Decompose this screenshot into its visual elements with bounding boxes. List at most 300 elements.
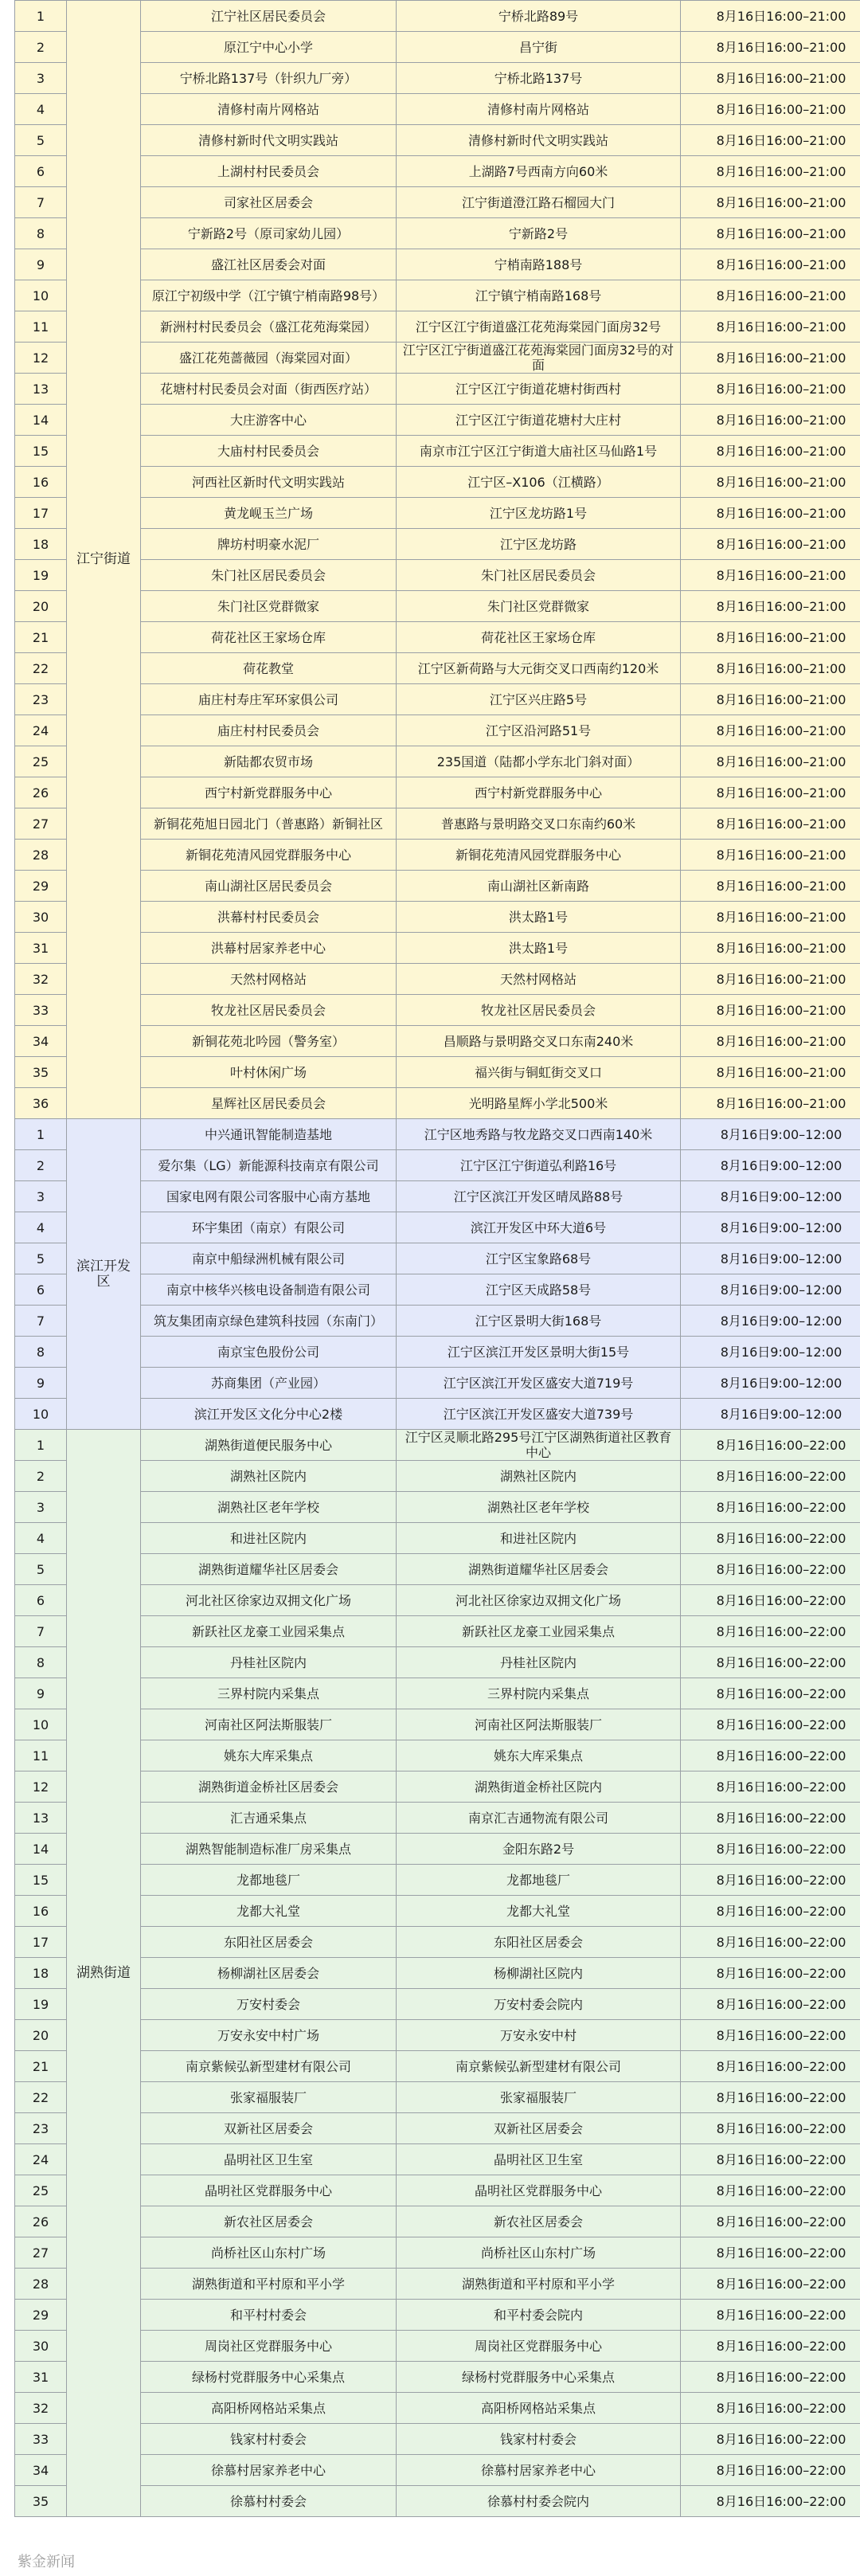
collection-time: 8月16日16:00–21:00: [681, 777, 860, 808]
collection-time: 8月16日16:00–22:00: [681, 2237, 860, 2269]
row-number: 14: [15, 405, 67, 436]
table-row: [15, 995, 860, 1026]
row-number: 25: [15, 746, 67, 777]
site-name: 盛江花苑蔷薇园（海棠园对面）: [141, 343, 397, 374]
site-name: 爱尔集（LG）新能源科技南京有限公司: [141, 1150, 397, 1181]
site-address: 湖熟街道金桥社区院内: [397, 1771, 681, 1803]
table-row: [15, 467, 860, 498]
table-row: [15, 622, 860, 653]
table-row: [15, 840, 860, 871]
row-number: 9: [15, 1368, 67, 1399]
site-address: 东阳社区居委会: [397, 1927, 681, 1958]
site-address: 江宁区江宁街道花塘村大庄村: [397, 405, 681, 436]
site-name: 荷花教堂: [141, 653, 397, 684]
row-number: 20: [15, 2020, 67, 2051]
site-name: 河南社区阿法斯服装厂: [141, 1709, 397, 1740]
table-row: [15, 902, 860, 933]
site-name: 清修村新时代文明实践站: [141, 125, 397, 156]
site-name: 河北社区徐家边双拥文化广场: [141, 1585, 397, 1616]
table-row: [15, 1461, 860, 1492]
site-address: 江宁区江宁街道花塘村街西村: [397, 374, 681, 405]
site-name: 晶明社区党群服务中心: [141, 2175, 397, 2206]
collection-time: 8月16日16:00–22:00: [681, 1927, 860, 1958]
row-number: 26: [15, 2206, 67, 2237]
collection-time: 8月16日16:00–21:00: [681, 684, 860, 715]
collection-time: 8月16日16:00–22:00: [681, 1740, 860, 1771]
row-number: 13: [15, 374, 67, 405]
row-number: 15: [15, 436, 67, 467]
site-name: 筑友集团南京绿色建筑科技园（东南门）: [141, 1306, 397, 1337]
site-name: 南京紫候弘新型建材有限公司: [141, 2051, 397, 2082]
row-number: 34: [15, 1026, 67, 1057]
site-address: 福兴街与铜虹街交叉口: [397, 1057, 681, 1088]
collection-time: 8月16日16:00–21:00: [681, 964, 860, 995]
site-name: 苏商集团（产业园）: [141, 1368, 397, 1399]
row-number: 3: [15, 1181, 67, 1212]
site-name: 万安永安中村广场: [141, 2020, 397, 2051]
table-row: [15, 1771, 860, 1803]
table-row: [15, 933, 860, 964]
row-number: 14: [15, 1834, 67, 1865]
collection-time: 8月16日16:00–21:00: [681, 311, 860, 343]
site-address: 湖熟社区老年学校: [397, 1492, 681, 1523]
collection-time: 8月16日16:00–21:00: [681, 280, 860, 311]
collection-time: 8月16日16:00–22:00: [681, 2331, 860, 2362]
site-name: 滨江开发区文化分中心2楼: [141, 1399, 397, 1430]
table-row: [15, 2237, 860, 2269]
row-number: 18: [15, 1958, 67, 1989]
table-row: [15, 2424, 860, 2455]
site-name: 尚桥社区山东村广场: [141, 2237, 397, 2269]
site-address: 南京汇吉通物流有限公司: [397, 1803, 681, 1834]
site-name: 天然村网格站: [141, 964, 397, 995]
site-address: 宁桥北路89号: [397, 1, 681, 32]
row-number: 18: [15, 529, 67, 560]
table-row: [15, 2082, 860, 2113]
row-number: 15: [15, 1865, 67, 1896]
table-row: [15, 405, 860, 436]
table-row: [15, 808, 860, 840]
site-name: 新铜花苑旭日园北门（普惠路）新铜社区: [141, 808, 397, 840]
site-name: 万安村委会: [141, 1989, 397, 2020]
collection-time: 8月16日16:00–21:00: [681, 125, 860, 156]
site-address: 江宁镇宁梢南路168号: [397, 280, 681, 311]
site-name: 朱门社区党群微家: [141, 591, 397, 622]
collection-time: 8月16日16:00–22:00: [681, 2362, 860, 2393]
collection-time: 8月16日16:00–22:00: [681, 1523, 860, 1554]
row-number: 6: [15, 1274, 67, 1306]
collection-time: 8月16日16:00–22:00: [681, 1865, 860, 1896]
row-number: 9: [15, 1678, 67, 1709]
row-number: 2: [15, 1461, 67, 1492]
collection-time: 8月16日9:00–12:00: [681, 1212, 860, 1243]
site-address: 江宁区滨江开发区景明大街15号: [397, 1337, 681, 1368]
site-address: 和进社区院内: [397, 1523, 681, 1554]
row-number: 32: [15, 2393, 67, 2424]
collection-time: 8月16日9:00–12:00: [681, 1399, 860, 1430]
site-address: 昌宁街: [397, 32, 681, 63]
table-row: [15, 746, 860, 777]
site-address: 晶明社区卫生室: [397, 2144, 681, 2175]
table-row: [15, 2175, 860, 2206]
site-address: 清修村新时代文明实践站: [397, 125, 681, 156]
site-name: 江宁社区居民委员会: [141, 1, 397, 32]
site-address: 江宁区灵顺北路295号江宁区湖熟街道社区教育中心: [397, 1430, 681, 1461]
row-number: 10: [15, 280, 67, 311]
site-name: 湖熟街道和平村原和平小学: [141, 2269, 397, 2300]
site-address: 滨江开发区中环大道6号: [397, 1212, 681, 1243]
site-name: 国家电网有限公司客服中心南方基地: [141, 1181, 397, 1212]
collection-time: 8月16日16:00–21:00: [681, 995, 860, 1026]
row-number: 27: [15, 2237, 67, 2269]
table-row: [15, 1181, 860, 1212]
collection-time: 8月16日16:00–22:00: [681, 1616, 860, 1647]
site-address: 南山湖社区新南路: [397, 871, 681, 902]
collection-time: 8月16日16:00–21:00: [681, 840, 860, 871]
table-row: [15, 1399, 860, 1430]
row-number: 19: [15, 560, 67, 591]
site-address: 昌顺路与景明路交叉口东南240米: [397, 1026, 681, 1057]
site-address: 江宁区兴庄路5号: [397, 684, 681, 715]
row-number: 7: [15, 187, 67, 218]
row-number: 11: [15, 1740, 67, 1771]
site-address: 龙都地毯厂: [397, 1865, 681, 1896]
site-name: 中兴通讯智能制造基地: [141, 1119, 397, 1150]
collection-time: 8月16日16:00–21:00: [681, 560, 860, 591]
row-number: 23: [15, 2113, 67, 2144]
site-name: 三界村院内采集点: [141, 1678, 397, 1709]
row-number: 16: [15, 467, 67, 498]
collection-time: 8月16日16:00–22:00: [681, 1834, 860, 1865]
table-row: [15, 1088, 860, 1119]
collection-time: 8月16日16:00–21:00: [681, 622, 860, 653]
site-name: 宁新路2号（原司家幼儿园）: [141, 218, 397, 249]
site-address: 洪太路1号: [397, 902, 681, 933]
collection-time: 8月16日16:00–21:00: [681, 1, 860, 32]
site-name: 湖熟街道金桥社区居委会: [141, 1771, 397, 1803]
table-row: [15, 1896, 860, 1927]
table-body: [15, 1, 860, 2517]
table-row: [15, 1057, 860, 1088]
row-number: 35: [15, 2486, 67, 2517]
collection-time: 8月16日16:00–21:00: [681, 156, 860, 187]
site-name: 张家福服装厂: [141, 2082, 397, 2113]
site-address: 双新社区居委会: [397, 2113, 681, 2144]
table-row: [15, 498, 860, 529]
table-row: [15, 1274, 860, 1306]
site-address: 宁梢南路188号: [397, 249, 681, 280]
site-address: 江宁区天成路58号: [397, 1274, 681, 1306]
site-address: 江宁区江宁街道盛江花苑海棠园门面房32号的对面: [397, 343, 681, 374]
row-number: 19: [15, 1989, 67, 2020]
collection-time: 8月16日16:00–21:00: [681, 343, 860, 374]
collection-time: 8月16日16:00–21:00: [681, 436, 860, 467]
row-number: 1: [15, 1430, 67, 1461]
site-address: 江宁街道澄江路石榴园大门: [397, 187, 681, 218]
site-name: 和平村村委会: [141, 2300, 397, 2331]
site-name: 大庄游客中心: [141, 405, 397, 436]
collection-time: 8月16日16:00–22:00: [681, 1647, 860, 1678]
collection-time: 8月16日16:00–22:00: [681, 1554, 860, 1585]
site-name: 晶明社区卫生室: [141, 2144, 397, 2175]
collection-time: 8月16日16:00–21:00: [681, 808, 860, 840]
site-name: 河西社区新时代文明实践站: [141, 467, 397, 498]
collection-time: 8月16日16:00–21:00: [681, 405, 860, 436]
site-name: 西宁村新党群服务中心: [141, 777, 397, 808]
collection-time: 8月16日16:00–21:00: [681, 591, 860, 622]
row-number: 30: [15, 902, 67, 933]
site-address: 姚东大库采集点: [397, 1740, 681, 1771]
row-number: 24: [15, 2144, 67, 2175]
site-name: 牧龙社区居民委员会: [141, 995, 397, 1026]
site-name: 徐慕村居家养老中心: [141, 2455, 397, 2486]
table-row: [15, 1709, 860, 1740]
collection-time: 8月16日9:00–12:00: [681, 1306, 860, 1337]
site-name: 湖熟街道耀华社区居委会: [141, 1554, 397, 1585]
row-number: 33: [15, 995, 67, 1026]
collection-time: 8月16日16:00–21:00: [681, 1026, 860, 1057]
site-address: 江宁区宝象路68号: [397, 1243, 681, 1274]
row-number: 11: [15, 311, 67, 343]
site-name: 周岗社区党群服务中心: [141, 2331, 397, 2362]
site-address: 高阳桥网格站采集点: [397, 2393, 681, 2424]
collection-time: 8月16日16:00–21:00: [681, 187, 860, 218]
collection-time: 8月16日16:00–21:00: [681, 715, 860, 746]
collection-time: 8月16日16:00–22:00: [681, 2486, 860, 2517]
row-number: 22: [15, 653, 67, 684]
site-address: 和平村委会院内: [397, 2300, 681, 2331]
site-address: 晶明社区党群服务中心: [397, 2175, 681, 2206]
row-number: 6: [15, 1585, 67, 1616]
site-address: 张家福服装厂: [397, 2082, 681, 2113]
site-address: 新跃社区龙豪工业园采集点: [397, 1616, 681, 1647]
site-address: 江宁区龙坊路: [397, 529, 681, 560]
row-number: 8: [15, 1647, 67, 1678]
table-row: [15, 1927, 860, 1958]
collection-time: 8月16日16:00–22:00: [681, 1896, 860, 1927]
site-name: 双新社区居委会: [141, 2113, 397, 2144]
table-row: [15, 1306, 860, 1337]
site-name: 星辉社区居民委员会: [141, 1088, 397, 1119]
table-row: [15, 871, 860, 902]
site-name: 徐慕村村委会: [141, 2486, 397, 2517]
site-name: 新跃社区龙豪工业园采集点: [141, 1616, 397, 1647]
site-name: 新洲村村民委员会（盛江花苑海棠园）: [141, 311, 397, 343]
site-name: 大庙村村民委员会: [141, 436, 397, 467]
collection-time: 8月16日16:00–22:00: [681, 1430, 860, 1461]
table-row: [15, 343, 860, 374]
row-number: 5: [15, 1243, 67, 1274]
table-row: [15, 218, 860, 249]
watermark: 紫金新闻: [18, 2554, 75, 2570]
site-address: 清修村南片网格站: [397, 94, 681, 125]
collection-time: 8月16日9:00–12:00: [681, 1150, 860, 1181]
row-number: 31: [15, 933, 67, 964]
table-row: [15, 1026, 860, 1057]
row-number: 21: [15, 622, 67, 653]
collection-time: 8月16日16:00–22:00: [681, 1709, 860, 1740]
site-name: 花塘村村民委员会对面（街西医疗站）: [141, 374, 397, 405]
site-name: 绿杨村党群服务中心采集点: [141, 2362, 397, 2393]
site-name: 南京中核华兴核电设备制造有限公司: [141, 1274, 397, 1306]
site-address: 洪太路1号: [397, 933, 681, 964]
site-name: 南山湖社区居民委员会: [141, 871, 397, 902]
site-name: 洪幕村居家养老中心: [141, 933, 397, 964]
collection-time: 8月16日16:00–22:00: [681, 1803, 860, 1834]
table-row: [15, 2206, 860, 2237]
table-row: [15, 529, 860, 560]
table-row: [15, 2020, 860, 2051]
row-number: 32: [15, 964, 67, 995]
row-number: 21: [15, 2051, 67, 2082]
row-number: 8: [15, 218, 67, 249]
table-row: [15, 156, 860, 187]
site-address: 万安村委会院内: [397, 1989, 681, 2020]
table-row: [15, 1740, 860, 1771]
row-number: 10: [15, 1709, 67, 1740]
site-address: 江宁区沿河路51号: [397, 715, 681, 746]
site-name: 牌坊村明豪水泥厂: [141, 529, 397, 560]
site-name: 宁桥北路137号（针织九厂旁）: [141, 63, 397, 94]
site-name: 朱门社区居民委员会: [141, 560, 397, 591]
row-number: 2: [15, 32, 67, 63]
table-row: [15, 2393, 860, 2424]
site-name: 丹桂社区院内: [141, 1647, 397, 1678]
site-name: 新陆都农贸市场: [141, 746, 397, 777]
table-row: [15, 125, 860, 156]
site-name: 原江宁中心小学: [141, 32, 397, 63]
table-row: [15, 1865, 860, 1896]
row-number: 36: [15, 1088, 67, 1119]
collection-time: 8月16日16:00–21:00: [681, 249, 860, 280]
collection-time: 8月16日16:00–22:00: [681, 2175, 860, 2206]
site-address: 235国道（陆都小学东北门斜对面）: [397, 746, 681, 777]
table-row: [15, 2269, 860, 2300]
row-number: 4: [15, 94, 67, 125]
table-row: [15, 777, 860, 808]
site-name: 龙都地毯厂: [141, 1865, 397, 1896]
site-address: 江宁区新荷路与大元街交叉口西南约120米: [397, 653, 681, 684]
collection-time: 8月16日16:00–22:00: [681, 2082, 860, 2113]
row-number: 29: [15, 871, 67, 902]
collection-time: 8月16日16:00–22:00: [681, 2269, 860, 2300]
site-name: 湖熟智能制造标准厂房采集点: [141, 1834, 397, 1865]
table-row: [15, 63, 860, 94]
site-name: 钱家村村委会: [141, 2424, 397, 2455]
table-row: [15, 1212, 860, 1243]
site-address: 朱门社区居民委员会: [397, 560, 681, 591]
table-row: [15, 280, 860, 311]
table-row: [15, 1554, 860, 1585]
site-address: 湖熟社区院内: [397, 1461, 681, 1492]
row-number: 9: [15, 249, 67, 280]
site-name: 叶村休闲广场: [141, 1057, 397, 1088]
row-number: 5: [15, 1554, 67, 1585]
collection-time: 8月16日16:00–22:00: [681, 2424, 860, 2455]
site-address: 江宁区滨江开发区盛安大道719号: [397, 1368, 681, 1399]
row-number: 35: [15, 1057, 67, 1088]
collection-time: 8月16日9:00–12:00: [681, 1243, 860, 1274]
site-address: 金阳东路2号: [397, 1834, 681, 1865]
site-address: 南京紫候弘新型建材有限公司: [397, 2051, 681, 2082]
table-row: [15, 1834, 860, 1865]
table-row: [15, 684, 860, 715]
table-row: [15, 311, 860, 343]
collection-time: 8月16日16:00–21:00: [681, 1088, 860, 1119]
collection-time: 8月16日16:00–21:00: [681, 467, 860, 498]
site-address: 光明路星辉小学北500米: [397, 1088, 681, 1119]
site-address: 牧龙社区居民委员会: [397, 995, 681, 1026]
table-row: [15, 1, 860, 32]
row-number: 17: [15, 1927, 67, 1958]
row-number: 7: [15, 1306, 67, 1337]
collection-time: 8月16日16:00–22:00: [681, 2144, 860, 2175]
site-address: 天然村网格站: [397, 964, 681, 995]
site-name: 高阳桥网格站采集点: [141, 2393, 397, 2424]
table-row: [15, 187, 860, 218]
row-number: 24: [15, 715, 67, 746]
collection-time: 8月16日16:00–21:00: [681, 933, 860, 964]
table-row: [15, 2300, 860, 2331]
site-address: 江宁区滨江开发区盛安大道739号: [397, 1399, 681, 1430]
site-address: 龙都大礼堂: [397, 1896, 681, 1927]
table-row: [15, 374, 860, 405]
site-address: 新农社区居委会: [397, 2206, 681, 2237]
site-name: 清修村南片网格站: [141, 94, 397, 125]
collection-time: 8月16日16:00–21:00: [681, 94, 860, 125]
row-number: 1: [15, 1, 67, 32]
row-number: 3: [15, 1492, 67, 1523]
site-address: 新铜花苑清风园党群服务中心: [397, 840, 681, 871]
site-address: 江宁区景明大街168号: [397, 1306, 681, 1337]
table-row: [15, 1523, 860, 1554]
table-row: [15, 2144, 860, 2175]
row-number: 17: [15, 498, 67, 529]
table-row: [15, 1368, 860, 1399]
table-row: [15, 32, 860, 63]
collection-time: 8月16日16:00–21:00: [681, 498, 860, 529]
table-row: [15, 249, 860, 280]
collection-time: 8月16日16:00–21:00: [681, 218, 860, 249]
site-address: 宁新路2号: [397, 218, 681, 249]
row-number: 29: [15, 2300, 67, 2331]
row-number: 23: [15, 684, 67, 715]
collection-time: 8月16日9:00–12:00: [681, 1274, 860, 1306]
table-row: [15, 2331, 860, 2362]
collection-time: 8月16日16:00–21:00: [681, 529, 860, 560]
site-address: 钱家村村委会: [397, 2424, 681, 2455]
row-number: 10: [15, 1399, 67, 1430]
row-number: 28: [15, 2269, 67, 2300]
collection-time: 8月16日16:00–21:00: [681, 63, 860, 94]
site-address: 宁桥北路137号: [397, 63, 681, 94]
row-number: 16: [15, 1896, 67, 1927]
row-number: 34: [15, 2455, 67, 2486]
site-address: 荷花社区王家场仓库: [397, 622, 681, 653]
table-row: [15, 1803, 860, 1834]
table-row: [15, 2113, 860, 2144]
table-row: [15, 715, 860, 746]
table-row: [15, 591, 860, 622]
table-row: [15, 436, 860, 467]
table-row: [15, 1337, 860, 1368]
collection-time: 8月16日9:00–12:00: [681, 1337, 860, 1368]
site-name: 洪幕村村民委员会: [141, 902, 397, 933]
site-address: 普惠路与景明路交叉口东南约60米: [397, 808, 681, 840]
row-number: 6: [15, 156, 67, 187]
table-row: [15, 1243, 860, 1274]
row-number: 26: [15, 777, 67, 808]
